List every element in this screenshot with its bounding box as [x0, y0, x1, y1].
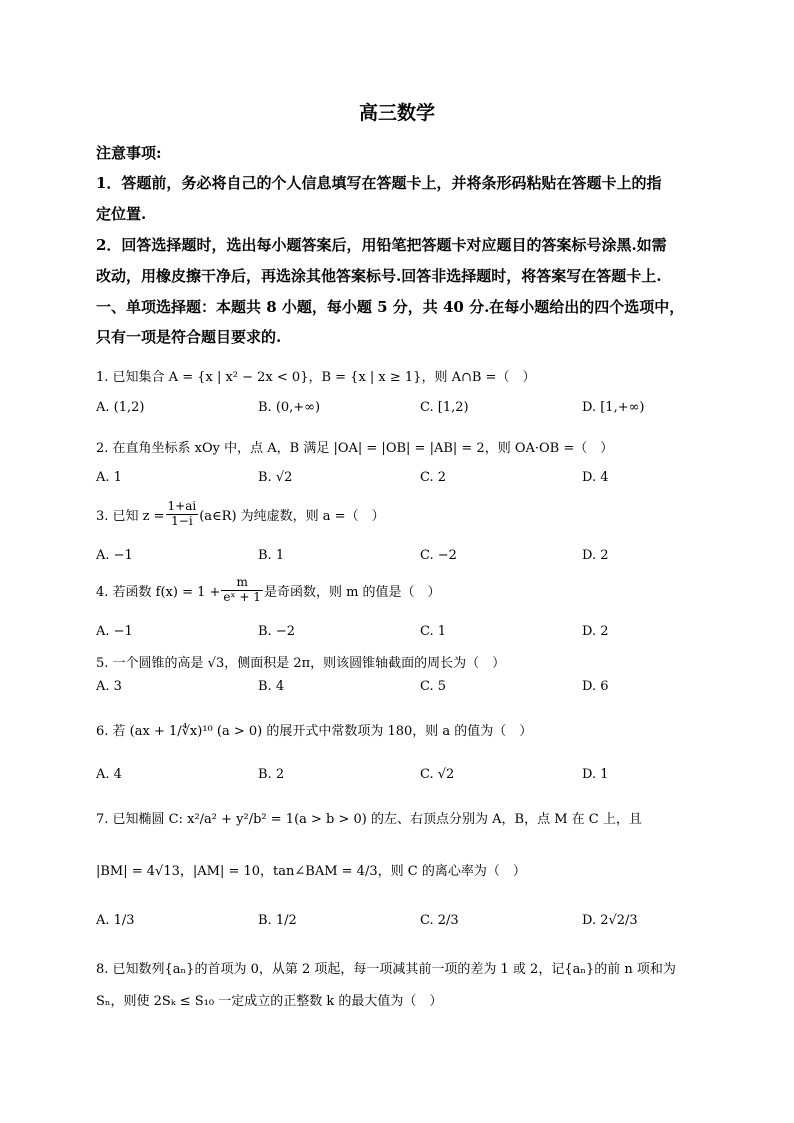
question-3-option-b: B. 1 [258, 548, 285, 563]
question-6-option-d: D. 1 [582, 767, 609, 782]
question-2-option-a: A. 1 [96, 470, 122, 485]
section-heading-line-2: 只有一项是符合题目要求的. [96, 328, 282, 346]
question-6-option-a: A. 4 [96, 767, 122, 782]
question-5-stem: 5. 一个圆锥的高是 √3，侧面积是 2π，则该圆锥轴截面的周长为（ ） [96, 656, 506, 671]
question-3-stem-prefix: 3. 已知 z = [96, 508, 165, 524]
question-7-stem-line-2: |BM| = 4√13，|AM| = 10，tan∠BAM = 4/3，则 C 的离心率为（ ） [96, 864, 526, 879]
question-7-option-d: D. 2√2/3 [582, 913, 638, 928]
notice-item-2-line-1: 2．回答选择题时，选出每小题答案后，用铅笔把答题卡对应题目的答案标号涂黑.如需 [96, 236, 667, 254]
question-3-fraction [166, 500, 199, 529]
question-4-fraction [221, 576, 263, 605]
question-3-fraction-numerator: 1+ai [167, 499, 197, 513]
question-3-stem-suffix: (a∈R) 为纯虚数，则 a =（ ） [199, 508, 385, 524]
question-7-option-a: A. 1/3 [96, 913, 135, 928]
question-7-option-b: B. 1/2 [258, 913, 297, 928]
question-2-stem: 2. 在直角坐标系 xOy 中，点 A，B 满足 |OA| = |OB| = |AB| = 2，则 OA·OB =（ ） [96, 441, 614, 456]
question-1-option-c: C. [1,2) [420, 400, 469, 415]
question-1-option-b: B. (0,+∞) [258, 400, 321, 415]
notice-item-2-line-2: 改动，用橡皮擦干净后，再选涂其他答案标号.回答非选择题时，将答案写在答题卡上. [96, 267, 662, 285]
question-7-option-c: C. 2/3 [420, 913, 459, 928]
question-6-stem: 6. 若 (ax + 1/∜x)¹⁰ (a > 0) 的展开式中常数项为 180，则 a 的值为（ ） [96, 724, 533, 739]
question-3-stem [96, 500, 385, 529]
question-4-option-b: B. −2 [258, 624, 295, 639]
question-5-option-d: D. 6 [582, 679, 609, 694]
question-4-option-a: A. −1 [96, 624, 133, 639]
question-4-fraction-denominator: eˣ + 1 [223, 589, 261, 604]
page-title: 高三数学 [358, 102, 435, 124]
question-5-option-b: B. 4 [258, 679, 285, 694]
question-1-option-d: D. [1,+∞) [582, 400, 645, 415]
question-2-option-b: B. √2 [258, 470, 293, 485]
question-4-fraction-numerator: m [221, 576, 263, 591]
question-7-stem-line-1: 7. 已知椭圆 C: x²/a² + y²/b² = 1(a > b > 0) 的左、右顶点分别为 A，B，点 M 在 C 上，且 [96, 812, 642, 827]
question-4-stem-prefix: 4. 若函数 f(x) = 1 + [96, 584, 221, 600]
question-4-option-d: D. 2 [582, 624, 609, 639]
question-8-stem-line-2: Sₙ，则使 2Sₖ ≤ S₁₀ 一定成立的正整数 k 的最大值为（ ） [96, 994, 443, 1009]
question-5-option-a: A. 3 [96, 679, 122, 694]
notice-item-1-line-1: 1．答题前，务必将自己的个人信息填写在答题卡上，并将条形码粘贴在答题卡上的指 [96, 174, 662, 192]
question-4-stem-suffix: 是奇函数，则 m 的值是（ ） [263, 584, 441, 600]
question-6-option-c: C. √2 [420, 767, 455, 782]
question-4-stem [96, 576, 441, 605]
question-2-option-c: C. 2 [420, 470, 447, 485]
question-2-option-d: D. 4 [582, 470, 609, 485]
section-heading-line-1: 一、单项选择题：本题共 8 小题，每小题 5 分，共 40 分.在每小题给出的四个选项中， [96, 298, 685, 316]
question-8-stem-line-1: 8. 已知数列{aₙ}的首项为 0，从第 2 项起，每一项减其前一项的差为 1 或 2，记{aₙ}的前 n 项和为 [96, 962, 676, 977]
question-1-stem: 1. 已知集合 A = {x | x² − 2x < 0}，B = {x | x ≥ 1}，则 A∩B =（ ） [96, 370, 536, 385]
question-1-option-a: A. (1,2) [96, 400, 145, 415]
question-3-option-c: C. −2 [420, 548, 457, 563]
question-3-fraction-denominator: 1−i [171, 513, 193, 528]
question-5-option-c: C. 5 [420, 679, 447, 694]
notice-item-1-line-2: 定位置. [96, 205, 147, 223]
question-4-option-c: C. 1 [420, 624, 447, 639]
question-3-option-d: D. 2 [582, 548, 609, 563]
question-6-option-b: B. 2 [258, 767, 285, 782]
question-3-option-a: A. −1 [96, 548, 133, 563]
notice-heading: 注意事项: [96, 144, 162, 162]
